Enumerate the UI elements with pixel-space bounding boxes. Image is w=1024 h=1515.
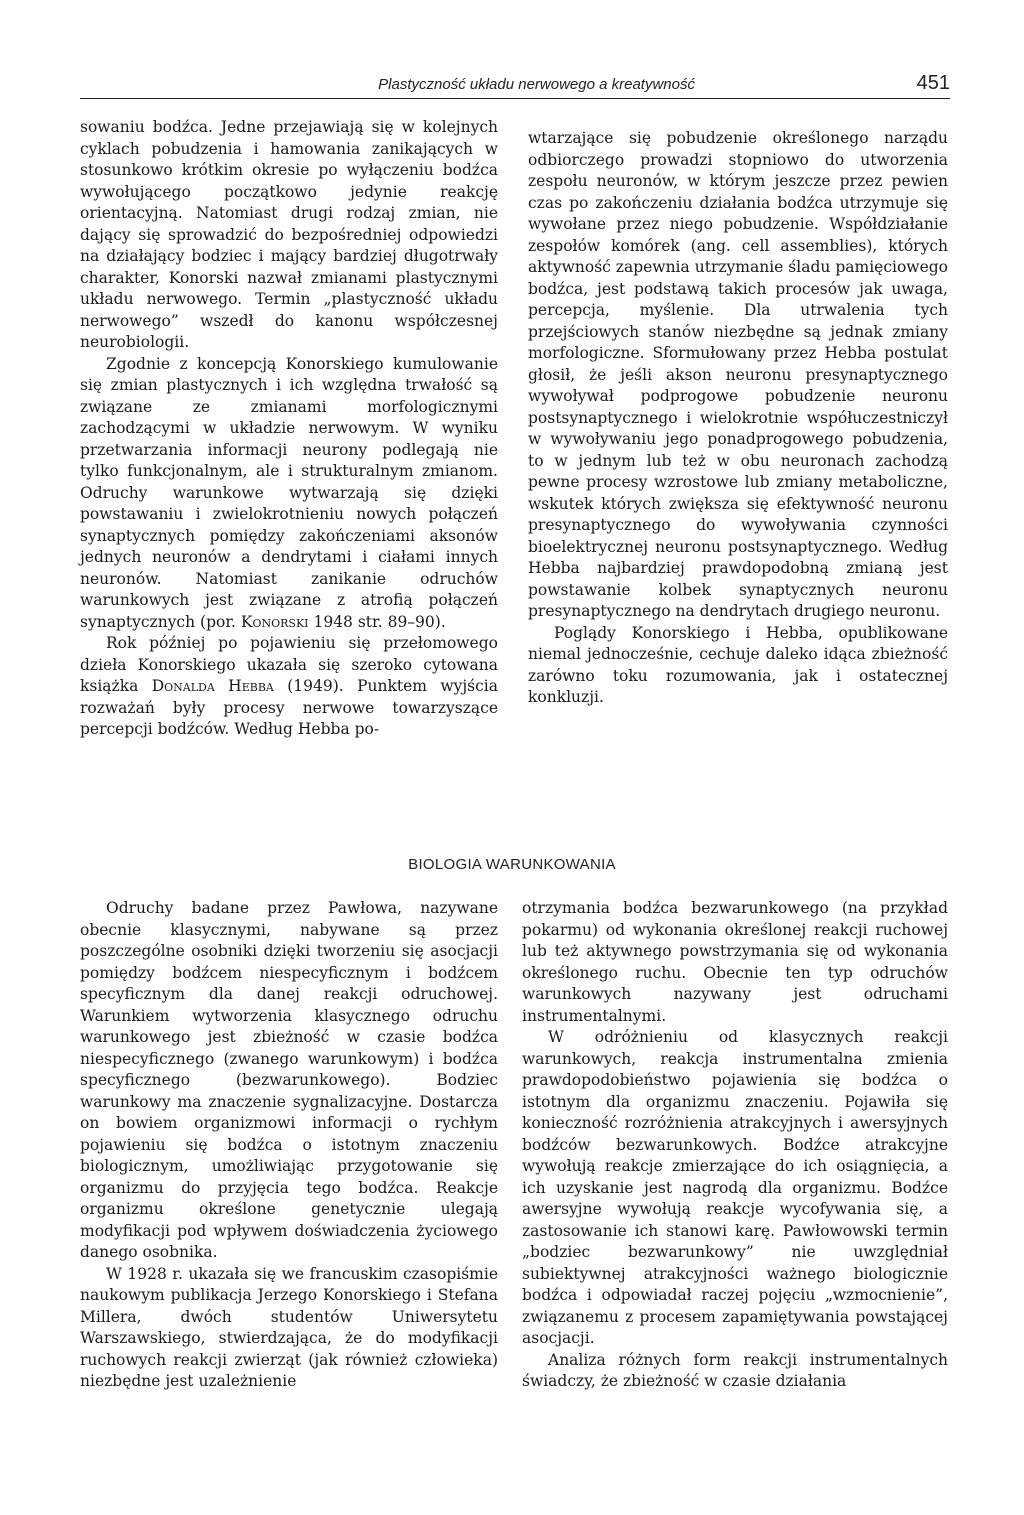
main-text-column-left [80,117,498,741]
main-text-column-right [528,128,948,709]
paragraph: Odruchy badane przez Pawłowa, nazywane obecnie klasycznymi, nabywane są przez poszczególne osobniki dzięki tworzeniu się asocjacji pomiędzy bodźcem niespecyficznym i bodźcem specyficznym dla danej reakcji odruchowej. Warunkiem wytworzenia klasycznego odruchu warunkowego jest zbieżność w czasie bodźca niespecyficznego (zwanego warunkowym) i bodźca specyficznego (bezwarunkowego). Bodziec warunkowy ma znaczenie sygnalizacyjne. Dostarcza on bowiem organizmowi informacji o rychłym pojawieniu się bodźca o istotnym znaczeniu biologicznym, umożliwiając przygotowanie się organizmu do przyjęcia tego bodźca. Reakcje organizmu określone genetycznie ulegają modyfikacji pod wpływem doświadczenia życiowego danego osobnika. [80,899,498,1261]
paragraph [80,633,498,741]
running-header [80,72,950,99]
paragraph-text: Zgodnie z koncepcją Konorskiego kumulowanie się zmian plastycznych i ich względna trwałość są związane ze zmianami morfologicznymi zachodzącymi w układzie nerwowym. W wyniku przetwarzania informacji neurony podlegają nie tylko funkcjonalnym, ale i strukturalnym zmianom. Odruchy warunkowe wytwarzają się dzięki powstawaniu i zwielokrotnieniu nowych połączeń synaptycznych pomiędzy zakończeniami aksonów jednych neuronów a dendrytami i ciałami innych neuronów. Natomiast zanikanie odruchów warunkowych jest związane z atrofią połączeń synaptycznych (por. [80,354,498,631]
paragraph: wtarzające się pobudzenie określonego narządu odbiorczego prowadzi stopniowo do utworzenia zespołu neuronów, w którym jeszcze przez pewien czas po zakończeniu działania bodźca utrzymuje się wywołane przez niego pobudzenie. Współdziałanie zespołów komórek (ang. cell assemblies), których aktywność zapewnia utrzymanie śladu pamięciowego bodźca, jest podstawą takich procesów jak uwaga, percepcja, myślenie. Dla utrwalenia tych przejściowych stanów niezbędne są jednak zmiany morfologiczne. Sformułowany przez Hebba postulat głosił, że jeśli akson neuronu presynaptycznego wywoływał podprogowe pobudzenie neuronu postsynaptycznego i wielokrotnie współuczestniczył w wywoływaniu jego ponadprogowego pobudzenia, to w jednym lub też w obu neuronach zachodzą pewne procesy wzrostowe lub zmiany metaboliczne, wskutek których zwiększa się efektywność neuronu presynaptycznego do wywoływania czynności bioelektrycznej neuronu postsynaptycznego. Według Hebba najbardziej prawdopodobną zmianą jest powstawanie kolbek synaptycznych neuronu presynaptycznego na dendrytach drugiego neuronu. [528,129,948,620]
paragraph: Poglądy Konorskiego i Hebba, opublikowane niemal jednocześnie, cechuje daleko idąca zbieżność zarówno toku rozumowania, jak i ostatecznej konkluzji. [528,623,948,706]
paragraph: sowaniu bodźca. Jedne przejawiają się w kolejnych cyklach pobudzenia i hamowania zanikających w stosunkowo krótkim okresie po wyłączeniu bodźca wywołującego początkowo jedynie reakcję orientacyjną. Natomiast drugi rodzaj zmian, nie dający się sprowadzić do bezpośredniej odpowiedzi na działający bodziec i mający bardziej długotrwały charakter, Konorski nazwał zmianami plastycznymi układu nerwowego. Termin „plastyczność układu nerwowego” wszedł do kanonu współczesnej neurobiologii. [80,118,498,351]
paragraph: W 1928 r. ukazała się we francuskim czasopiśmie naukowym publikacja Jerzego Konorskiego i Stefana Millera, dwóch studentów Uniwersytetu Warszawskiego, stwierdzająca, że do modyfikacji ruchowych reakcji zwierząt (jak również człowieka) niezbędne jest uzależnienie [80,1264,498,1390]
citation-author: Konorski [240,612,309,631]
paragraph: otrzymania bodźca bezwarunkowego (na przykład pokarmu) od wykonania określonej reakcji ruchowej lub też aktywnego powstrzymania się od wykonania określonego ruchu. Obecnie ten typ odruchów warunkowych nazywany jest odruchami instrumentalnymi. [522,899,948,1025]
box-title: BIOLOGIA WARUNKOWANIA [408,856,616,873]
running-title: Plastyczność układu nerwowego a kreatywność [378,76,695,93]
paragraph: Analiza różnych form reakcji instrumentalnych świadczy, że zbieżność w czasie działania [522,1350,948,1390]
paragraph-text: (1949). Punktem wyjścia rozważań były procesy nerwowe towarzyszące percepcji bodźców. Według Hebba po- [80,677,498,738]
paragraph: W odróżnieniu od klasycznych reakcji warunkowych, reakcja instrumentalna zmienia prawdopodobieństwo pojawienia się bodźca o istotnym dla organizmu znaczeniu. Pojawiła się konieczność rozróżnienia atrakcyjnych i awersyjnych bodźców bezwarunkowych. Bodźce atrakcyjne wywołują reakcje zmierzające do ich osiągnięcia, a ich uzyskanie jest nagrodą dla organizmu. Bodźce awersyjne wywołują reakcje wycofywania się, a zastosowanie ich stanowi karę. Pawłowowski termin „bodziec bezwarunkowy” nie uwzględniał subiektywnej atrakcyjności ważnego biologicznie bodźca i odpowiadał raczej pojęciu „wzmocnienie”, związanemu z procesem zapamiętywania powstającej asocjacji. [522,1028,948,1347]
box-text-column-right [522,898,948,1393]
box-text-column-left [80,898,498,1393]
citation-details: 1948 str. 89–90). [313,612,446,631]
paragraph [80,354,498,634]
paragraph-text: Rok później po pojawieniu się przełomowego dzieła Konorskiego ukazała się szeroko cytowana książka [80,634,498,695]
page-number: 451 [916,72,950,94]
citation-author: Donalda Hebba [151,677,274,695]
